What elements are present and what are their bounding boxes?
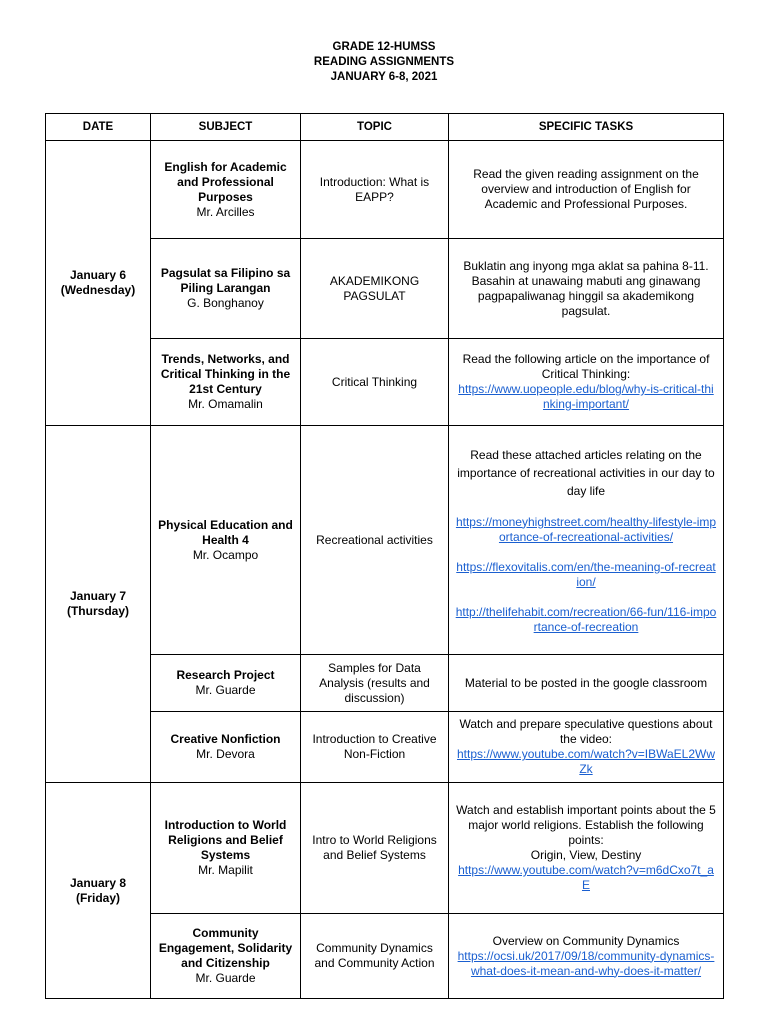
task-text: Watch and establish important points about the 5 major world religions. Establish the following points: [456,803,716,847]
task-cell [449,783,724,914]
task-text: Material to be posted in the google classroom [464,675,708,690]
subject-cell [151,239,301,339]
article-link[interactable]: https://moneyhighstreet.com/healthy-lifestyle-importance-of-recreational-activities/ [455,514,717,544]
date-cell [46,426,151,783]
subject-name: Physical Education and Health 4 [158,517,293,547]
task-cell [449,339,724,426]
column-header-subject: SUBJECT [151,114,301,141]
teacher-name: Mr. Arcilles [196,204,255,219]
date-label: January 7 [69,589,127,603]
subject-name: Pagsulat sa Filipino sa Piling Larangan [160,266,291,295]
column-header-topic: TOPIC [301,114,449,141]
date-label: January 6 [69,268,127,282]
weekday-label: (Thursday) [66,604,129,618]
date-cell [46,783,151,999]
teacher-name: Mr. Guarde [195,683,256,697]
date-cell [46,141,151,426]
topic-cell: Intro to World Religions and Belief Systems [301,783,449,914]
topic-cell: Community Dynamics and Community Action [301,914,449,999]
topic-cell: AKADEMIKONG PAGSULAT [301,239,449,339]
column-header-date: DATE [46,114,151,141]
video-link[interactable]: https://www.youtube.com/watch?v=m6dCxo7t_aE [458,863,714,892]
subject-name: Creative Nonfiction [170,732,281,746]
task-text: Read the following article on the importance of Critical Thinking: [462,352,710,381]
task-cell [449,426,724,655]
weekday-label: (Friday) [75,890,120,905]
teacher-name: Mr. Guarde [195,971,256,985]
topic-cell: Critical Thinking [301,339,449,426]
subject-cell [151,783,301,914]
subject-name: English for Academic and Professional Purposes [164,159,287,204]
header-title: READING ASSIGNMENTS [313,56,455,68]
task-text: Watch and prepare speculative questions about the video: [459,717,713,746]
task-cell [449,914,724,999]
teacher-name: Mr. Mapilit [198,863,253,877]
task-cell [449,655,724,712]
task-text: Buklatin ang inyong mga aklat sa pahina 8-11. Basahin at unawaing mabuti ang ginawang pagpapaliwanag hinggil sa akademikong pagsulat. [463,258,709,318]
task-text: Read the given reading assignment on the overview and introduction of English for Academic and Professional Purposes. [473,167,699,211]
teacher-name: Mr. Ocampo [192,547,259,562]
article-link[interactable]: https://ocsi.uk/2017/09/18/community-dynamics-what-does-it-mean-and-why-does-it-matter/ [457,948,715,978]
table-row [46,783,724,914]
column-header-tasks: SPECIFIC TASKS [449,114,724,141]
subject-cell [151,712,301,783]
table-row [46,426,724,655]
document-header [0,40,768,85]
subject-cell [151,339,301,426]
table-header-row [46,114,724,141]
subject-cell [151,426,301,655]
teacher-name: G. Bonghanoy [187,296,264,310]
assignments-table [45,113,724,999]
header-grade: GRADE 12-HUMSS [332,41,436,53]
subject-cell [151,914,301,999]
topic-cell: Samples for Data Analysis (results and discussion) [301,655,449,712]
teacher-name: Mr. Devora [196,747,255,761]
header-dates: JANUARY 6-8, 2021 [330,71,438,83]
task-points: Origin, View, Destiny [530,848,642,862]
topic-cell: Recreational activities [301,426,449,655]
table-row [46,141,724,239]
subject-cell [151,655,301,712]
task-cell [449,712,724,783]
task-cell [449,239,724,339]
article-link[interactable]: https://flexovitalis.com/en/the-meaning-of-recreation/ [456,559,716,589]
subject-name: Trends, Networks, and Critical Thinking in the 21st Century [160,352,291,396]
task-text: Read these attached articles relating on the importance of recreational activities in our day to day life [457,447,715,498]
task-cell [449,141,724,239]
article-link[interactable]: https://www.uopeople.edu/blog/why-is-critical-thinking-important/ [458,382,714,411]
topic-cell: Introduction to Creative Non-Fiction [301,712,449,783]
teacher-name: Mr. Omamalin [188,397,263,411]
topic-cell: Introduction: What is EAPP? [301,141,449,239]
subject-name: Introduction to World Religions and Belief Systems [164,818,287,862]
subject-name: Community Engagement, Solidarity and Citizenship [158,926,293,970]
subject-name: Research Project [176,668,275,682]
weekday-label: (Wednesday) [60,283,136,297]
video-link[interactable]: https://www.youtube.com/watch?v=IBWaEL2WwZk [457,747,715,776]
task-text: Overview on Community Dynamics [492,933,680,948]
date-label: January 8 [69,875,127,890]
subject-cell [151,141,301,239]
article-link[interactable]: http://thelifehabit.com/recreation/66-fun/116-importance-of-recreation [455,604,717,634]
